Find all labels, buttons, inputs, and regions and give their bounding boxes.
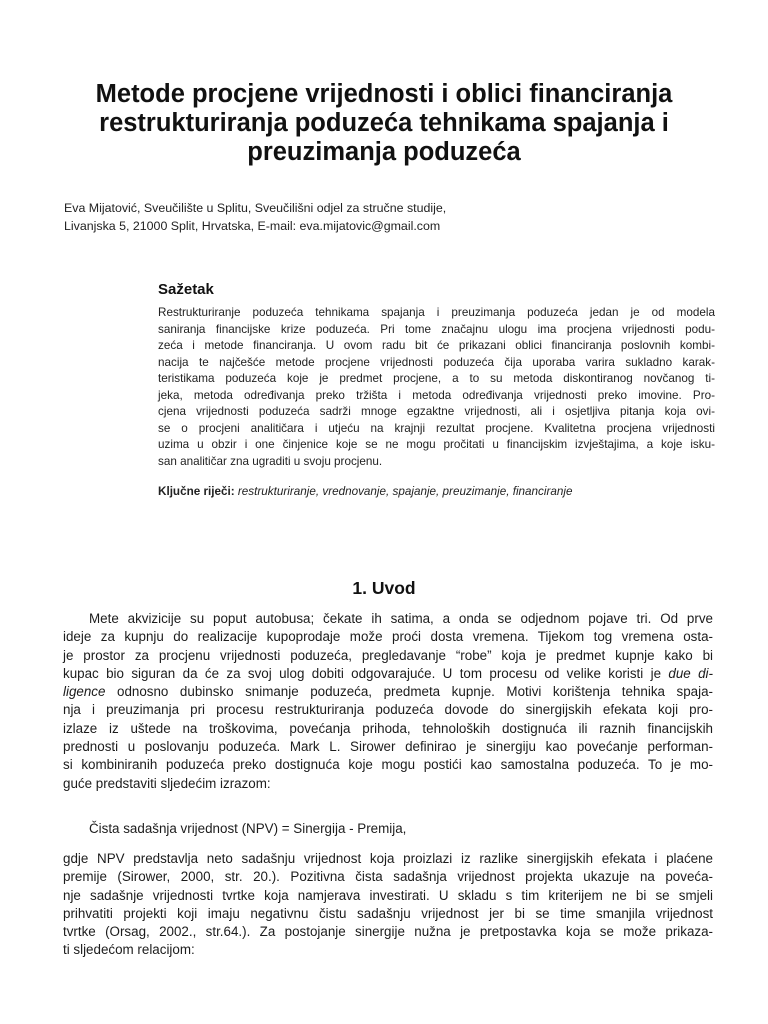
italic-term: ligence: [63, 684, 106, 700]
body-line: prednosti u poslovanju poduzeća. Mark L. Sirower definirao je sinergiju kao povećanje performan-: [63, 739, 713, 755]
body-line: nja i preuzimanja pri procesu restrukturiranja poduzeća dovode do sinergijskih efekata koji pro-: [63, 702, 713, 718]
keywords: [158, 484, 715, 500]
body-line: ti sljedećom relacijom:: [63, 942, 195, 958]
abstract-line: zeća i metode financiranja. U ovom radu bit će prikazani oblici financiranja poslovnih kombi-: [158, 339, 715, 352]
intro-paragraph: [63, 610, 713, 793]
body-line-text: odnosno dubinsko snimanje poduzeća, predmeta kupnje. Motivi korištenja tehnika spaja-: [117, 684, 713, 700]
body-line: je prostor za procjenu vrijednosti poduzeća, pregledavanje “robe” koja je predmet kupnje kako bi: [63, 647, 713, 663]
abstract-line: san analitičar zna ugraditi u svoju procjenu.: [158, 454, 383, 468]
italic-term: due di-: [668, 665, 713, 681]
abstract-line: jeka, metoda određivanja preko tržišta i metoda određivanja vrijednosti preko imovine. Pro-: [158, 388, 715, 402]
npv-formula: Čista sadašnja vrijednost (NPV) = Sinergija - Premija,: [89, 821, 407, 836]
abstract-line: se o procjeni analitičara i utjeću na krajnji rezultat procjene. Kvalitetna procjena vrijednosti: [158, 421, 715, 435]
abstract-line: nacija te najčešće metode procjene vrijednosti poduzeća čija uporaba varira sukladno karak-: [158, 355, 715, 369]
abstract-line: cjena vrijednosti poduzeća sadrži mnoge egzaktne vrijednosti, ali i osjetljiva pitanja koja ovi-: [158, 405, 715, 418]
body-line: tvrtke (Orsag, 2002., str.64.). Za postojanje sinergije nužna je pretpostavka koja se može prikaza-: [63, 924, 713, 940]
author-affiliation: [64, 200, 724, 235]
body-line: premije (Sirower, 2000, str. 20.). Pozitivna čista sadašnja vrijednost projekta ukazuje na poveća-: [63, 869, 713, 885]
npv-paragraph: [63, 850, 713, 960]
author-line: Eva Mijatović, Sveučilište u Splitu, Sveučilišni odjel za stručne studije,: [64, 201, 447, 215]
body-line-with-italic: [63, 683, 713, 701]
abstract-line: uzima u obzir i one činjenice koje se ne mogu pročitati u financijskim izvještajima, a koje isku-: [158, 438, 715, 451]
body-line-with-italic: [63, 665, 713, 683]
abstract-line: saniranja financijske krize poduzeća. Pri tome značajnu ulogu ima procjena vrijednosti podu-: [158, 322, 715, 336]
body-line: izlaze iz uštede na troškovima, povećanja prihoda, tehnoloških dostignuća ili raznih financijskih: [63, 720, 713, 736]
body-line: nje sadašnje vrijednosti tvrtke koja namjerava investirati. U skladu s tim kriterijem ne bi se smjeli: [63, 887, 713, 903]
section-heading: 1. Uvod: [352, 578, 416, 598]
title-line: preuzimanja poduzeća: [247, 138, 521, 166]
abstract-line: teristikama poduzeća koje je predmet procjene, a to su metoda diskontiranog novčanog ti-: [158, 372, 715, 385]
body-line-text: kupac bio siguran da će za svoj ulog dobiti odgovarajuće. U tom procesu od velike koristi je: [63, 665, 662, 681]
body-line: guće predstaviti sljedećim izrazom:: [63, 775, 271, 791]
body-line: si kombiniranih poduzeća preko dostignuća koje mogu postići kao samostalna poduzeća. To je mo-: [63, 757, 713, 773]
author-line: Livanjska 5, 21000 Split, Hrvatska, E-mail: eva.mijatovic@gmail.com: [64, 218, 441, 233]
abstract-heading: Sažetak: [158, 281, 214, 298]
keywords-values: restrukturiranje, vrednovanje, spajanje, preuzimanje, financiranje: [237, 485, 573, 498]
body-line: prihvatiti projekti koji imaju negativnu čistu sadašnju vrijednost jer bi se time smanjila vrijednost: [63, 905, 713, 921]
body-line: Mete akvizicije su poput autobusa; čekate ih satima, a onda se odjednom pojave tri. Od prve: [89, 611, 713, 626]
body-line: gdje NPV predstavlja neto sadašnju vrijednost koja proizlazi iz razlike sinergijskih efekata i plaćene: [63, 851, 713, 866]
abstract-line: Restrukturiranje poduzeća tehnikama spajanja i preuzimanja poduzeća jedan je od modela: [158, 306, 715, 319]
title-line: restrukturiranja poduzeća tehnikama spajanja i: [99, 109, 669, 137]
keywords-label: Ključne riječi:: [158, 485, 235, 498]
body-line: ideje za kupnju do realizacije kupoprodaje može proći dosta vremena. Tijekom tog vremena osta-: [63, 629, 713, 645]
title-line: Metode procjene vrijednosti i oblici financiranja: [95, 80, 673, 108]
abstract-body: [158, 305, 715, 470]
paper-title: [40, 80, 728, 167]
